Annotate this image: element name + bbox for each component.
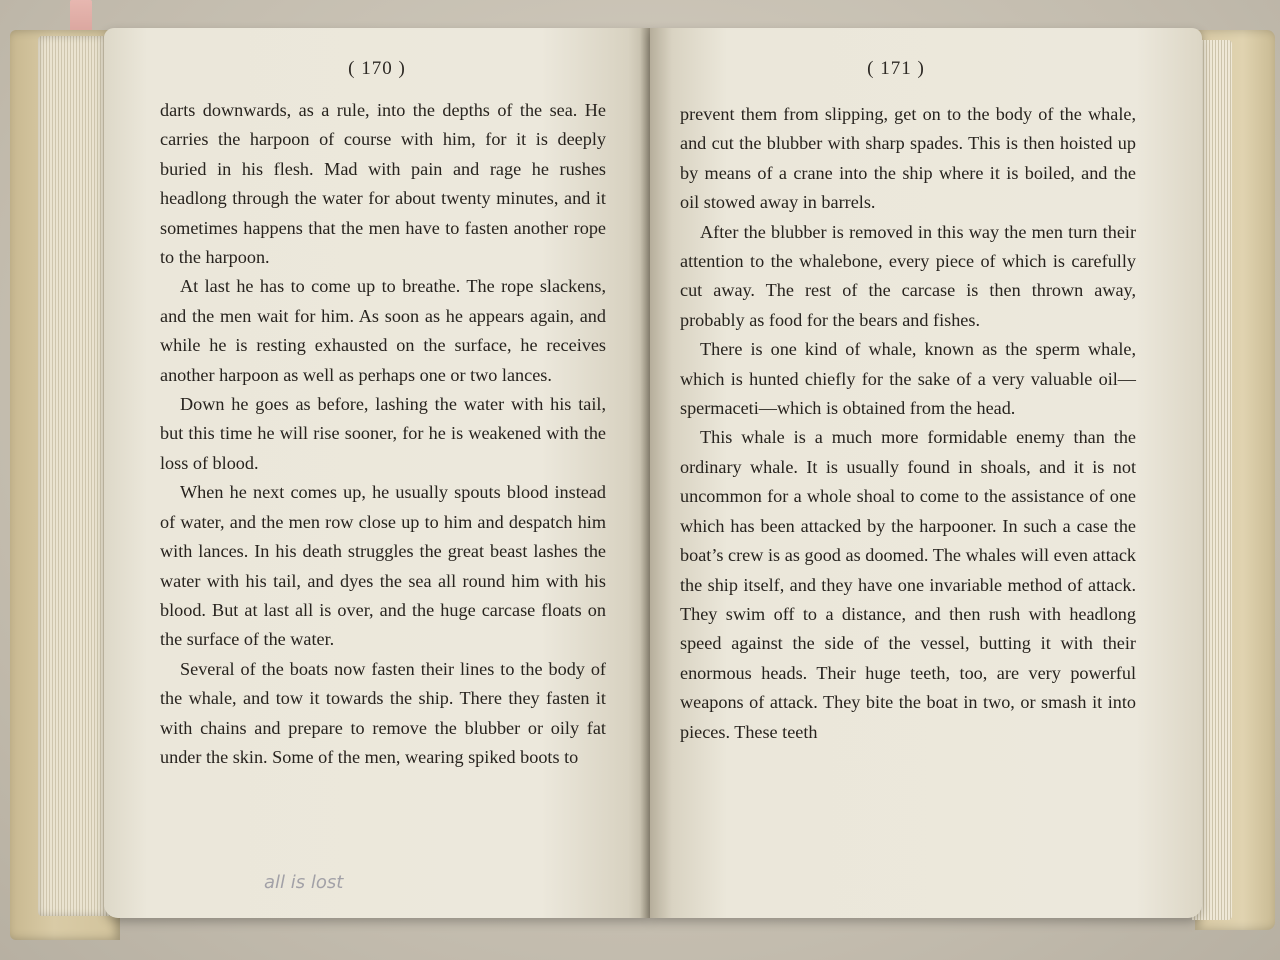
page-number-right: ( 171 ) [867, 58, 925, 79]
paragraph: This whale is a much more formidable enemy than the ordinary whale. It is usually found in shoals, and it is not uncommon for a whole shoal to come to the assistance of one which has been attacked by the harpooner. In such a case the boat’s crew is as good as doomed. The whales will even attack the ship itself, and they have one invariable method of attack. They swim off to a distance, and then rush with headlong speed against the side of the vessel, butting it with their enormous heads. Their huge teeth, too, are very powerful weapons of attack. They bite the boat in two, or smash it into pieces. These teeth [680, 427, 1136, 742]
paragraph: After the blubber is removed in this way the men turn their attention to the whalebone, every piece of which is carefully cut away. The rest of the carcase is then thrown away, probably as food for the bears and fishes. [680, 221, 1136, 330]
paragraph: When he next comes up, he usually spouts blood instead of water, and the men row close up to him and despatch him with lances. In his death struggles the great beast lashes the water with his tail, and dyes the sea all round him with his blood. But at last all is over, and the huge carcase floats on the surface of the water. [160, 482, 606, 650]
paragraph: There is one kind of whale, known as the sperm whale, which is hunted chiefly for the sake of a very valuable oil—spermaceti—which is obtained from the head. [680, 339, 1136, 419]
left-page [104, 28, 650, 918]
right-page-text [680, 100, 1136, 747]
paragraph: At last he has to come up to breathe. The rope slackens, and the men wait for him. As soon as he appears again, and while he is resting exhausted on the surface, he receives another harpoon as well as perhaps one or two lances. [160, 276, 606, 385]
page-number-left: ( 170 ) [348, 58, 406, 79]
handwritten-note: all is lost [264, 872, 344, 893]
paragraph: prevent them from slipping, get on to the body of the whale, and cut the blubber with sharp spades. This is then hoisted up by means of a crane into the ship where it is boiled, and the oil stowed away in barrels. [680, 104, 1136, 213]
right-page [650, 28, 1202, 918]
paragraph: Down he goes as before, lashing the water with his tail, but this time he will rise sooner, for he is weakened with the loss of blood. [160, 394, 606, 473]
left-page-text [160, 96, 606, 772]
paragraph: Several of the boats now fasten their lines to the body of the whale, and tow it towards the ship. There they fasten it with chains and prepare to remove the blubber or oily fat under the skin. Some of the men, wearing spiked boots to [160, 658, 606, 767]
paragraph: darts downwards, as a rule, into the depths of the sea. He carries the harpoon of course with him, for it is deeply buried in his flesh. Mad with pain and rage he rushes headlong through the water for about twenty minutes, and it sometimes happens that the men have to fasten another rope to the harpoon. [160, 100, 606, 268]
